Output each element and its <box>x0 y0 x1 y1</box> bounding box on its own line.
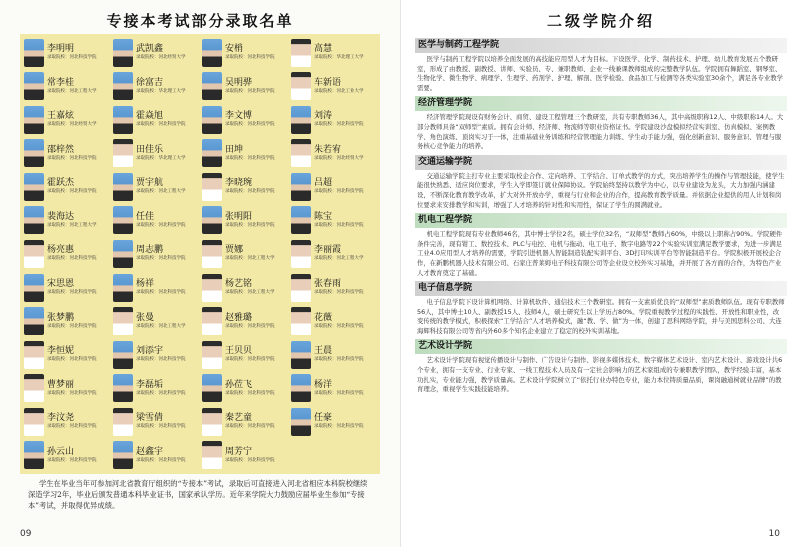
student-school: 录取院校：河北经贸大学 <box>314 155 364 161</box>
student-text <box>314 413 364 430</box>
student-school: 录取院校：河北科技学院 <box>47 290 97 296</box>
student-entry <box>113 104 198 136</box>
student-text <box>225 313 275 330</box>
student-text <box>136 313 186 330</box>
student-school: 录取院校：河北工程大学 <box>314 256 364 262</box>
student-text <box>225 346 275 363</box>
college-section <box>415 155 787 210</box>
student-photo <box>291 408 311 436</box>
student-entry <box>291 339 376 371</box>
student-name: 常李桂 <box>47 77 75 88</box>
student-name: 李明明 <box>47 44 75 55</box>
student-text <box>314 178 364 195</box>
student-name: 王晨 <box>314 346 333 357</box>
student-entry <box>291 104 376 136</box>
student-school: 录取院校：河北科技学院 <box>47 256 97 262</box>
student-photo <box>202 341 222 369</box>
student-school: 录取院校：河北科技学院 <box>225 222 275 228</box>
student-school: 录取院校：河北科技学院 <box>225 357 275 363</box>
college-sections <box>415 38 787 398</box>
student-text <box>136 413 186 430</box>
student-photo <box>291 274 311 302</box>
student-school: 录取院校：河北科技学院 <box>225 189 275 195</box>
student-entry <box>202 71 287 103</box>
student-name: 任豪 <box>314 413 333 424</box>
student-photo <box>202 173 222 201</box>
college-description: 经济管理学院现设有财务会计、商贸、建设工程管理三个教研室，共有专职教师36人，其中高级职称12人、中级职称14人。大部分教师具备“双师型”素质。拥有会计师、经济师、物流师等职业资格证书。学院建设沙盘模拟经营实训室、仿真模拟、案例教学、角色演练、顶岗实习于一体，注重基础业务训练和经营管理能力训练、学生动手能力强，强化创新意识、服务意识、管理与服务核心竞争能力的培养。 <box>417 113 784 151</box>
student-entry <box>24 305 109 337</box>
student-name: 徐富吉 <box>136 77 164 88</box>
student-text <box>225 178 275 195</box>
student-photo <box>113 341 133 369</box>
student-text <box>314 380 364 397</box>
student-text <box>136 279 186 296</box>
student-entry <box>202 37 287 69</box>
student-name: 杨亮惠 <box>47 245 75 256</box>
student-name: 张春雨 <box>314 279 342 290</box>
student-school: 录取院校：华北理工大学 <box>136 155 186 161</box>
college-description: 电子信息学院下设计算机网络、计算机软件、通信技术三个教研室。拥有一支素质优良的“双师型”素质教师队伍。现有专职教师56人，其中博士10人、副教授15人、技师4人，硕士研究生以上学历占80%。学院重视教学过程的实践性、开放性和职业性，改变传统的教学模式，积极探索“工学结合”人才培养模式，融“教、学、做”为一体，创建了思科网络学院，并与美国思科公司、大连海辉科技有限公司等省内外60多个知名企业建立了稳定的校外实训基地。 <box>417 298 785 335</box>
student-photo <box>24 206 44 234</box>
student-entry <box>202 339 287 371</box>
student-name: 田坤 <box>225 144 244 155</box>
student-text <box>47 212 97 229</box>
student-text <box>314 78 364 95</box>
student-name: 贾娜 <box>225 245 244 256</box>
student-text <box>136 178 186 195</box>
student-school: 录取院校：河北科技学院 <box>225 55 275 61</box>
student-school: 录取院校：河北科技学院 <box>47 457 97 463</box>
student-name: 霍焱旭 <box>136 111 164 122</box>
student-entry <box>113 339 198 371</box>
student-entry <box>291 372 376 404</box>
student-photo <box>113 139 133 167</box>
student-photo <box>24 72 44 100</box>
student-photo <box>202 106 222 134</box>
student-photo <box>291 72 311 100</box>
student-school: 录取院校：河北科技学院 <box>314 290 364 296</box>
student-school: 录取院校：河北工程大学 <box>47 88 97 94</box>
student-photo <box>291 307 311 335</box>
student-school: 录取院校：河北科技学院 <box>314 424 364 430</box>
student-name: 张梦鹏 <box>47 312 75 323</box>
page-number-right: 10 <box>768 529 780 539</box>
student-text <box>47 145 97 162</box>
student-name: 王嘉炫 <box>47 111 75 122</box>
student-text <box>314 111 364 128</box>
student-name: 杨洋 <box>314 379 333 390</box>
student-school: 录取院校：河北科技学院 <box>47 390 97 396</box>
student-school: 录取院校：河北工业大学 <box>314 88 364 94</box>
student-school: 录取院校：河北科技学院 <box>225 457 275 463</box>
student-photo <box>24 307 44 335</box>
student-name: 李磊垢 <box>136 379 164 390</box>
student-school: 录取院校：河北科技学院 <box>314 222 364 228</box>
student-school: 录取院校：河北科技学院 <box>47 155 97 161</box>
student-school: 录取院校：河北科技学院 <box>136 122 186 128</box>
roster-intro-paragraph: 学生在毕业当年可参加河北省教育厅组织的“专接本”考试，录取后可直接进入河北省相应本科院校继续深造学习2年，毕业后颁发普通本科毕业证书，国家承认学历。近年来学院大力鼓励应届毕业生参加“专接本”考试，并取得优异成绩。 <box>28 479 368 510</box>
student-school: 录取院校：华北理工大学 <box>314 55 364 61</box>
student-school: 录取院校：河北科技学院 <box>225 390 275 396</box>
college-description: 交通运输学院主打专业主要采取校企合作、定向培养、工学结合、订单式教学的方式，突出培养学生的操作与管理技能，使学生能很快熟悉、适应岗位要求，学生入学即签订就业保障协议。学院始终坚持以教学为中心，以专业建设为龙头，大力加强内涵建设，不断深化教育教学改革，扩大对外开放办学，重视与行业和企业的合作，提高教育教学质量。并依据企业提供的用人计划和岗位要求来安排教学和实训，增强了人才培养的针对性和实用性，保证了学生的圆满就业。 <box>417 171 785 209</box>
student-photo <box>113 206 133 234</box>
student-photo <box>202 408 222 436</box>
student-school: 录取院校：河北科技学院 <box>136 424 186 430</box>
student-school: 录取院校：河北工程大学 <box>225 290 275 296</box>
student-photo <box>202 441 222 469</box>
student-photo <box>113 106 133 134</box>
student-photo <box>291 206 311 234</box>
student-name: 孙云山 <box>47 446 75 457</box>
student-photo <box>202 206 222 234</box>
student-name: 刘涛 <box>314 111 333 122</box>
student-text <box>47 245 97 262</box>
student-photo <box>24 39 44 67</box>
student-entry <box>113 305 198 337</box>
college-section <box>415 38 787 93</box>
student-school: 录取院校：河北科技学院 <box>225 323 275 329</box>
student-school: 录取院校：河北经贸大学 <box>136 55 186 61</box>
student-text <box>136 44 186 61</box>
student-photo <box>24 139 44 167</box>
student-photo <box>113 307 133 335</box>
student-school: 录取院校：河北科技学院 <box>47 323 97 329</box>
student-school: 录取院校：河北科技学院 <box>225 424 275 430</box>
student-text <box>47 78 97 95</box>
student-entry <box>113 272 198 304</box>
student-entry <box>24 138 109 170</box>
student-entry <box>24 372 109 404</box>
student-photo <box>113 441 133 469</box>
student-name: 花薇 <box>314 312 333 323</box>
student-entry <box>202 104 287 136</box>
student-school: 录取院校：河北科技学院 <box>314 189 364 195</box>
student-text <box>225 413 275 430</box>
student-name: 杨祥 <box>136 279 155 290</box>
student-name: 秦艺童 <box>225 413 253 424</box>
student-text <box>225 245 275 262</box>
student-name: 任佳 <box>136 211 155 222</box>
student-photo <box>113 408 133 436</box>
student-name: 霍跃杰 <box>47 178 75 189</box>
student-entry <box>113 372 198 404</box>
student-entry <box>291 305 376 337</box>
student-photo <box>202 307 222 335</box>
student-entry <box>24 238 109 270</box>
college-heading: 交通运输学院 <box>415 155 787 170</box>
student-photo <box>291 139 311 167</box>
student-school: 录取院校：河北工程大学 <box>136 189 186 195</box>
student-name: 武凯鑫 <box>136 44 164 55</box>
student-photo <box>202 274 222 302</box>
student-name: 李丽霞 <box>314 245 342 256</box>
student-name: 王贝贝 <box>225 346 253 357</box>
student-photo <box>113 374 133 402</box>
student-text <box>136 78 186 95</box>
student-photo <box>291 341 311 369</box>
student-name: 李晓琬 <box>225 178 253 189</box>
student-name: 李汶尧 <box>47 413 75 424</box>
student-entry <box>113 171 198 203</box>
student-school: 录取院校：河北工程大学 <box>225 256 275 262</box>
student-school: 录取院校：河北科技学院 <box>47 424 97 430</box>
student-text <box>47 111 97 128</box>
college-section <box>415 281 787 336</box>
student-name: 田佳乐 <box>136 144 164 155</box>
student-entry <box>291 406 376 438</box>
student-entry <box>202 372 287 404</box>
college-section <box>415 96 787 151</box>
student-name: 安梢 <box>225 44 244 55</box>
college-description: 机电工程学院现有专业教师46名，其中博士学位2名，硕士学位32名，“双师型”教师占60%，中级以上职称占90%。学院硬件条件完善，现有钳工、数控技术、PLC与电控、电机与拖动、电工电子、数字电路等22个实验实训室满足教学要求，为进一步满足工业4.0应用型人才培养的需要，学院引进机器人智能制造装配实训平台、3D打印实训平台等智能制造平台。学院积极开展校企合作，在新鹏机器人技术有限公司、石家庄普莱姆电子科技有限公司等企业设立校外实习基地，并开展了各方面的合作，为特色产业人才教育奠定了基础。 <box>417 230 783 277</box>
student-photo <box>291 39 311 67</box>
student-entry <box>291 171 376 203</box>
student-photo <box>113 72 133 100</box>
student-name: 吴明骅 <box>225 77 253 88</box>
college-section <box>415 339 787 394</box>
student-entry <box>113 71 198 103</box>
student-entry <box>113 205 198 237</box>
student-school: 录取院校：河北科技学院 <box>47 55 97 61</box>
student-text <box>47 178 97 195</box>
student-photo <box>202 39 222 67</box>
student-entry <box>291 37 376 69</box>
student-name: 吕超 <box>314 178 333 189</box>
student-name: 李文博 <box>225 111 253 122</box>
student-photo <box>291 240 311 268</box>
student-entry <box>113 37 198 69</box>
student-photo <box>202 139 222 167</box>
student-text <box>47 313 97 330</box>
student-entry <box>202 272 287 304</box>
student-entry <box>291 71 376 103</box>
admission-roster <box>20 34 380 474</box>
student-text <box>225 212 275 229</box>
student-entry <box>202 439 287 471</box>
student-text <box>314 313 364 330</box>
student-entry <box>24 406 109 438</box>
student-entry <box>291 205 376 237</box>
student-name: 陈宝 <box>314 211 333 222</box>
student-text <box>136 245 186 262</box>
student-photo <box>113 39 133 67</box>
student-school: 录取院校：河北科技学院 <box>225 88 275 94</box>
student-name: 周芳宁 <box>225 446 253 457</box>
student-school: 录取院校：河北科技学院 <box>136 290 186 296</box>
student-photo <box>202 72 222 100</box>
student-school: 录取院校：河北科技学院 <box>225 122 275 128</box>
student-school: 录取院校：河北科技学院 <box>136 222 186 228</box>
student-entry <box>24 37 109 69</box>
student-name: 梁雪倩 <box>136 413 164 424</box>
college-description: 艺术设计学院现有视觉传播设计与制作、广告设计与制作、影视多媒体技术、数字媒体艺术设计、室内艺术设计、游戏设计共6个专业，拥有一支专业、行业专家、一线工程技术人员及有一定社会影响力的艺术家组成的专兼职教学团队，教学经验丰富，基本功扎实，专业能力强，教学质量高。艺术设计学院树立了“依托行业办特色专业，能力本位铸质量品质，课岗融通树就业品牌”的教育理念，重视学生实践技能培养。 <box>417 356 783 394</box>
student-text <box>225 44 275 61</box>
college-heading: 医学与制药工程学院 <box>415 38 787 53</box>
student-entry <box>202 138 287 170</box>
student-school: 录取院校：河北科技学院 <box>47 189 97 195</box>
student-photo <box>24 441 44 469</box>
student-photo <box>291 173 311 201</box>
student-school: 录取院校：河北科技学院 <box>314 323 364 329</box>
student-name: 贾宇航 <box>136 178 164 189</box>
student-entry <box>24 339 109 371</box>
student-name: 李恒妮 <box>47 346 75 357</box>
roster-title: 专接本考试部分录取名单 <box>106 12 294 30</box>
student-entry <box>202 406 287 438</box>
student-text <box>47 380 97 397</box>
student-photo <box>202 374 222 402</box>
student-entry <box>202 171 287 203</box>
student-name: 赵鑫宇 <box>136 446 164 457</box>
student-entry <box>24 205 109 237</box>
student-entry <box>113 439 198 471</box>
student-name: 高慧 <box>314 44 333 55</box>
page-number-left: 09 <box>20 529 32 539</box>
student-text <box>225 279 275 296</box>
student-name: 朱若宥 <box>314 144 342 155</box>
student-school: 录取院校：华北理工大学 <box>136 88 186 94</box>
student-text <box>136 346 186 363</box>
student-text <box>314 245 364 262</box>
student-school: 录取院校：河北工程大学 <box>47 222 97 228</box>
student-school: 录取院校：河北工程大学 <box>136 323 186 329</box>
student-entry <box>113 406 198 438</box>
college-description: 医学与制药工程学院以培养全面发展的高技能应用型人才为目标。下设医学、化学、制药技术、护理、幼儿教育发展五个教研室，形成了由教授、副教授、讲师、实验员、专、兼职教师、企业一线兼课教师组成的完整教学队伍。学院拥有舞蹈室、钢琴室、生物化学、微生物学、病理学、生理学、药剂学、护理、解剖、医学检验、食品加工与检测等各类实验室30余个，满足各专业教学需要。 <box>417 55 784 92</box>
student-text <box>225 380 275 397</box>
student-photo <box>113 274 133 302</box>
student-name: 裴海达 <box>47 211 75 222</box>
student-photo <box>113 173 133 201</box>
student-photo <box>113 240 133 268</box>
student-entry <box>291 238 376 270</box>
student-photo <box>202 240 222 268</box>
student-entry <box>113 138 198 170</box>
student-text <box>47 447 97 464</box>
student-entry <box>202 238 287 270</box>
student-name: 刘添宇 <box>136 346 164 357</box>
student-entry <box>202 305 287 337</box>
student-text <box>225 111 275 128</box>
student-name: 张明阳 <box>225 211 253 222</box>
student-name: 宋思恩 <box>47 279 75 290</box>
student-school: 录取院校：河北科技学院 <box>47 357 97 363</box>
student-entry <box>24 272 109 304</box>
student-text <box>225 447 275 464</box>
student-text <box>47 346 97 363</box>
student-name: 杨艺铭 <box>225 279 253 290</box>
student-school: 录取院校：河北科技学院 <box>136 390 186 396</box>
student-school: 录取院校：河北科技学院 <box>314 390 364 396</box>
student-text <box>136 212 186 229</box>
student-photo <box>24 106 44 134</box>
student-name: 张曼 <box>136 312 155 323</box>
student-text <box>314 279 364 296</box>
student-entry <box>113 238 198 270</box>
college-heading: 艺术设计学院 <box>415 339 787 354</box>
student-name: 邵梓然 <box>47 144 75 155</box>
student-entry <box>291 272 376 304</box>
student-text <box>47 44 97 61</box>
student-text <box>314 212 364 229</box>
student-photo <box>291 374 311 402</box>
student-school: 录取院校：河北科技学院 <box>314 357 364 363</box>
student-text <box>314 145 364 162</box>
right-page <box>400 0 800 547</box>
student-text <box>314 44 364 61</box>
college-heading: 经济管理学院 <box>415 96 787 111</box>
student-photo <box>24 374 44 402</box>
student-entry <box>24 171 109 203</box>
student-photo <box>24 274 44 302</box>
student-entry <box>202 205 287 237</box>
student-photo <box>24 408 44 436</box>
student-name: 赵雅璐 <box>225 312 253 323</box>
student-text <box>136 145 186 162</box>
student-entry <box>24 104 109 136</box>
student-school: 录取院校：河北经贸大学 <box>47 122 97 128</box>
student-text <box>136 111 186 128</box>
college-section <box>415 213 787 278</box>
student-entry <box>24 71 109 103</box>
college-heading: 电子信息学院 <box>415 281 787 296</box>
student-name: 曹梦丽 <box>47 379 75 390</box>
student-name: 车新语 <box>314 77 342 88</box>
colleges-title: 二级学院介绍 <box>546 12 655 30</box>
student-text <box>47 413 97 430</box>
college-heading: 机电工程学院 <box>415 213 787 228</box>
student-text <box>225 78 275 95</box>
student-school: 录取院校：河北科技学院 <box>136 256 186 262</box>
student-photo <box>24 173 44 201</box>
student-name: 周志鹏 <box>136 245 164 256</box>
student-entry <box>291 138 376 170</box>
student-name: 孙莅飞 <box>225 379 253 390</box>
student-text <box>136 380 186 397</box>
student-school: 录取院校：河北科技学院 <box>314 122 364 128</box>
student-photo <box>291 106 311 134</box>
student-text <box>47 279 97 296</box>
student-photo <box>24 240 44 268</box>
student-text <box>314 346 364 363</box>
student-entry <box>24 439 109 471</box>
student-school: 录取院校：河北科技学院 <box>136 357 186 363</box>
student-school: 录取院校：河北科技学院 <box>225 155 275 161</box>
student-text <box>225 145 275 162</box>
student-photo <box>24 341 44 369</box>
student-text <box>136 447 186 464</box>
student-school: 录取院校：河北科技学院 <box>136 457 186 463</box>
